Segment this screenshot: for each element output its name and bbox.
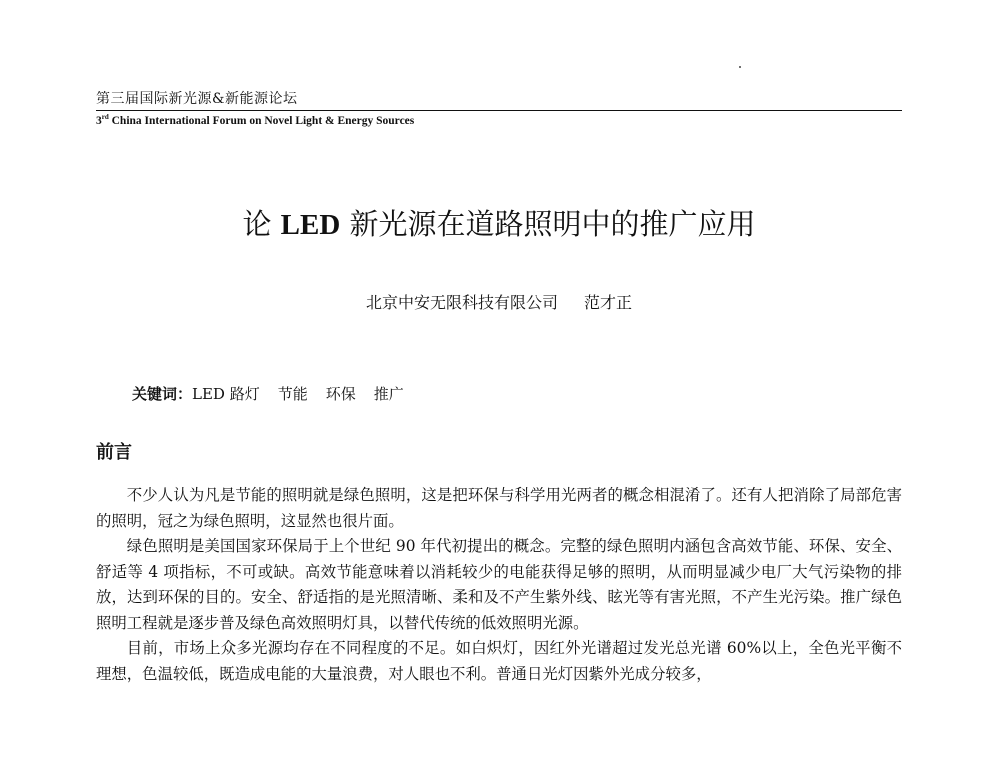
running-head xyxy=(96,90,902,111)
author-name: 范才正 xyxy=(584,293,633,312)
keywords-label: 关键词： xyxy=(132,385,193,403)
running-head-english-text: China International Forum on Novel Light & Energy Sources xyxy=(108,115,415,127)
keyword-item: 节能 xyxy=(277,385,308,403)
keyword-item: 推广 xyxy=(373,385,404,403)
paragraph: 不少人认为凡是节能的照明就是绿色照明，这是把环保与科学用光两者的概念相混淆了。还有人把消除了局部危害的照明，冠之为绿色照明，这显然也很片面。 xyxy=(96,486,902,530)
running-head-ordinal: 3 xyxy=(96,115,102,127)
paragraph: 目前，市场上众多光源均存在不同程度的不足。如白炽灯，因红外光谱超过发光总光谱 60%以上，全色光平衡不理想，色温较低，既造成电能的大量浪费，对人眼也不利。普通日光灯因紫外光成分较多， xyxy=(96,639,902,683)
paper-title xyxy=(96,206,902,243)
keyword-item: LED 路灯 xyxy=(192,385,260,403)
body-text xyxy=(96,483,902,687)
running-head-chinese: 第三届国际新光源&新能源论坛 xyxy=(96,91,298,107)
author-line xyxy=(96,292,902,314)
keyword-item: 环保 xyxy=(325,385,356,403)
section-heading: 前言 xyxy=(96,442,132,463)
title-suffix: 新光源在道路照明中的推广应用 xyxy=(340,207,756,241)
keywords xyxy=(132,383,422,405)
title-latin: LED xyxy=(280,209,341,241)
title-prefix: 论 xyxy=(242,207,281,241)
scan-speck xyxy=(739,66,741,68)
author-affiliation: 北京中安无限科技有限公司 xyxy=(365,293,558,312)
running-head-ordinal-suffix: rd xyxy=(101,113,109,122)
paragraph: 绿色照明是美国国家环保局于上个世纪 90 年代初提出的概念。完整的绿色照明内涵包含高效节能、环保、安全、舒适等 4 项指标，不可或缺。高效节能意味着以消耗较少的电能获得足够的照明，从而明显减少电厂大气污染物的排放，达到环保的目的。安全、舒适指的是光照清晰、柔和及不产生紫外线、眩光等有害光照，不产生光污染。推广绿色照明工程就是逐步普及绿色高效照明灯具，以替代传统的低效照明光源。 xyxy=(96,537,902,632)
running-head-english xyxy=(96,114,414,128)
